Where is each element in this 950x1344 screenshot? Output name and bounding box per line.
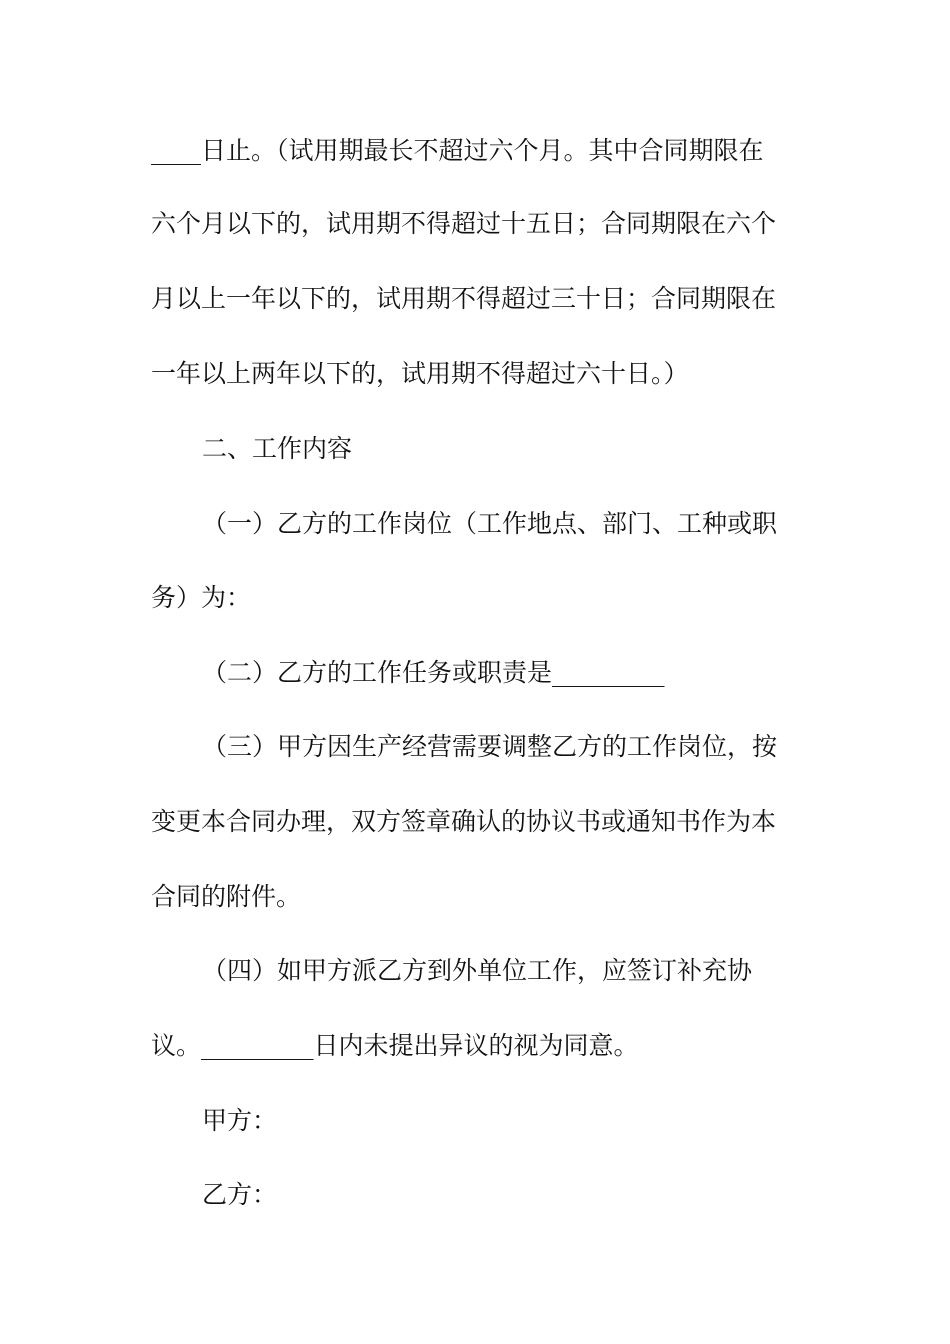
paragraph-line-1: ____日止。（试用期最长不超过六个月。其中合同期限在 (151, 136, 764, 165)
clause-3-line-2: 变更本合同办理，双方签章确认的协议书或通知书作为本 (151, 807, 777, 836)
party-a-signature-label: 甲方： (202, 1106, 278, 1135)
clause-3-line-3: 合同的附件。 (151, 882, 302, 911)
clause-2: （二）乙方的工作任务或职责是_________ (202, 658, 665, 687)
clause-4-line-1: （四）如甲方派乙方到外单位工作，应签订补充协 (202, 956, 753, 985)
section-heading-work-content: 二、工作内容 (202, 434, 353, 463)
clause-4-line-2: 议。_________日内未提出异议的视为同意。 (151, 1031, 639, 1060)
paragraph-line-3: 月以上一年以下的，试用期不得超过三十日；合同期限在 (151, 284, 777, 313)
clause-1-line-2: 务）为： (151, 583, 252, 612)
clause-1-line-1: （一）乙方的工作岗位（工作地点、部门、工种或职 (202, 509, 778, 538)
party-b-signature-label: 乙方： (202, 1180, 278, 1209)
paragraph-line-2: 六个月以下的，试用期不得超过十五日；合同期限在六个 (151, 209, 777, 238)
paragraph-line-4: 一年以上两年以下的，试用期不得超过六十日。） (151, 359, 689, 388)
clause-3-line-1: （三）甲方因生产经营需要调整乙方的工作岗位，按 (202, 732, 778, 761)
